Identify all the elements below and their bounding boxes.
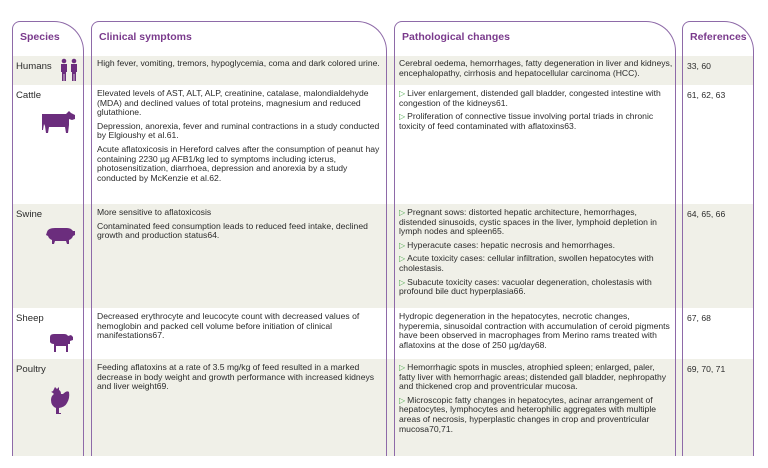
clinical-swine-line-2: Contaminated feed consumption leads to reduced feed intake, declined growth and production status64. [97, 220, 368, 241]
pathological-swine-item-4: ▷ Subacute toxicity cases: vacuolar degeneration, cholestasis with profound bile duct hyperplasia66. [399, 276, 652, 297]
bullet-icon: ▷ [399, 363, 406, 372]
clinical-swine [97, 208, 382, 245]
cow-icon [38, 110, 76, 134]
references-poultry: 69, 70, 71 [687, 364, 726, 374]
pathological-sheep [399, 312, 673, 354]
bullet-icon: ▷ [399, 112, 406, 122]
pathological-poultry-item-1: ▷ Hemorrhagic spots in muscles, atrophied spleen; enlarged, paler, fatty liver with hemorrhagic areas; distended gall bladder, nephropathy and thickened crop and proventricular mucosa. [399, 362, 667, 392]
pathological-cattle-item-1: ▷ Liver enlargement, distended gall bladder, congested intestine with congestion of the kidneys61. [399, 88, 661, 108]
sheep-icon [46, 332, 74, 352]
clinical-cattle [97, 89, 382, 187]
pathological-swine-item-1: ▷ Pregnant sows: distorted hepatic architecture, hemorrhages, distended sinusoids, cystic spaces in the liver, lymphoid depletion in lymph nodes and spleen65. [399, 207, 657, 237]
pathological-sheep-text: Hydropic degeneration in the hepatocytes, necrotic changes, hyperemia, sinusoidal contraction with accumulation of ceroid pigments have been observed in macrophages from Merino rams treated with aflatoxins at the dose of 250 µg/day68. [399, 311, 670, 350]
clinical-cattle-line-3: Acute aflatoxicosis in Hereford calves after the consumption of peanut hay containing 2230 µg AFB1/kg led to symptoms including icterus, photosensitization, diarrhoea, depression and anorexia by a study conducted by McKenzie et al.62. [97, 143, 380, 183]
pig-icon [44, 226, 76, 244]
references-cattle: 61, 62, 63 [687, 90, 726, 100]
pathological-poultry-item-2: ▷ Microscopic fatty changes in hepatocytes, acinar arrangement of hepatocytes, lymphocytes and heterophilic aggregates with multiple areas of necrosis, hyperplastic changes in crop and proventricular mucosa70,71. [399, 394, 657, 434]
human-pair-icon [58, 58, 80, 82]
clinical-poultry-text: Feeding aflatoxins at a rate of 3.5 mg/kg of feed resulted in a marked decrease in body weight and growth performance with increased kidneys and liver weight69. [97, 362, 375, 392]
pathological-humans-text: Cerebral oedema, hemorrhages, fatty degeneration in liver and kidneys, encephalopathy, cirrhosis and hepatocellular carcinoma (HCC). [399, 58, 673, 78]
species-humans: Humans [16, 61, 52, 72]
column-frame-references [682, 56, 754, 456]
species-sheep: Sheep [16, 313, 44, 324]
chicken-icon [48, 386, 72, 416]
clinical-cattle-line-2: Depression, anorexia, fever and ruminal contractions in a study conducted by Elgioushy et al.61. [97, 120, 380, 141]
bullet-icon: ▷ [399, 254, 406, 264]
species-poultry: Poultry [16, 364, 46, 375]
pathological-poultry [399, 363, 673, 438]
clinical-humans-text: High fever, vomiting, tremors, hypoglycemia, coma and dark colored urine. [97, 58, 380, 68]
bullet-icon: ▷ [399, 395, 406, 405]
clinical-cattle-line-1: Elevated levels of AST, ALT, ALP, creatinine, catalase, malondialdehyde (MDA) and declined values of total proteins, magnesium and reduced glutathione. [97, 88, 369, 118]
references-humans: 33, 60 [687, 61, 711, 71]
clinical-humans [97, 59, 382, 73]
references-sheep: 67, 68 [687, 313, 711, 323]
header-clinical: Clinical symptoms [91, 21, 387, 57]
pathological-cattle [399, 89, 673, 135]
pathological-swine-item-2: ▷ Hyperacute cases: hepatic necrosis and hemorrhages. [399, 239, 615, 250]
header-species: Species [12, 21, 84, 57]
bullet-icon: ▷ [399, 208, 406, 217]
header-references: References [682, 21, 754, 57]
clinical-swine-line-1: More sensitive to aflatoxicosis [97, 207, 212, 217]
pathological-swine-item-3: ▷ Acute toxicity cases: cellular infiltration, swollen hepatocytes with cholestasis. [399, 253, 654, 273]
pathological-swine [399, 208, 673, 301]
species-cattle: Cattle [16, 90, 42, 101]
header-pathological: Pathological changes [394, 21, 676, 57]
clinical-poultry [97, 363, 382, 396]
clinical-sheep [97, 312, 382, 345]
clinical-sheep-text: Decreased erythrocyte and leucocyte count with decreased values of hemoglobin and packed cell volume before initiation of clinical manifestations67. [97, 311, 360, 341]
pathological-humans [399, 59, 673, 82]
references-swine: 64, 65, 66 [687, 209, 726, 219]
bullet-icon: ▷ [399, 240, 406, 250]
bullet-icon: ▷ [399, 277, 406, 287]
pathological-cattle-item-2: ▷ Proliferation of connective tissue involving portal triads in chronic toxicity of feed contaminated with aflatoxins63. [399, 111, 654, 131]
bullet-icon: ▷ [399, 89, 406, 98]
species-swine: Swine [16, 209, 43, 220]
